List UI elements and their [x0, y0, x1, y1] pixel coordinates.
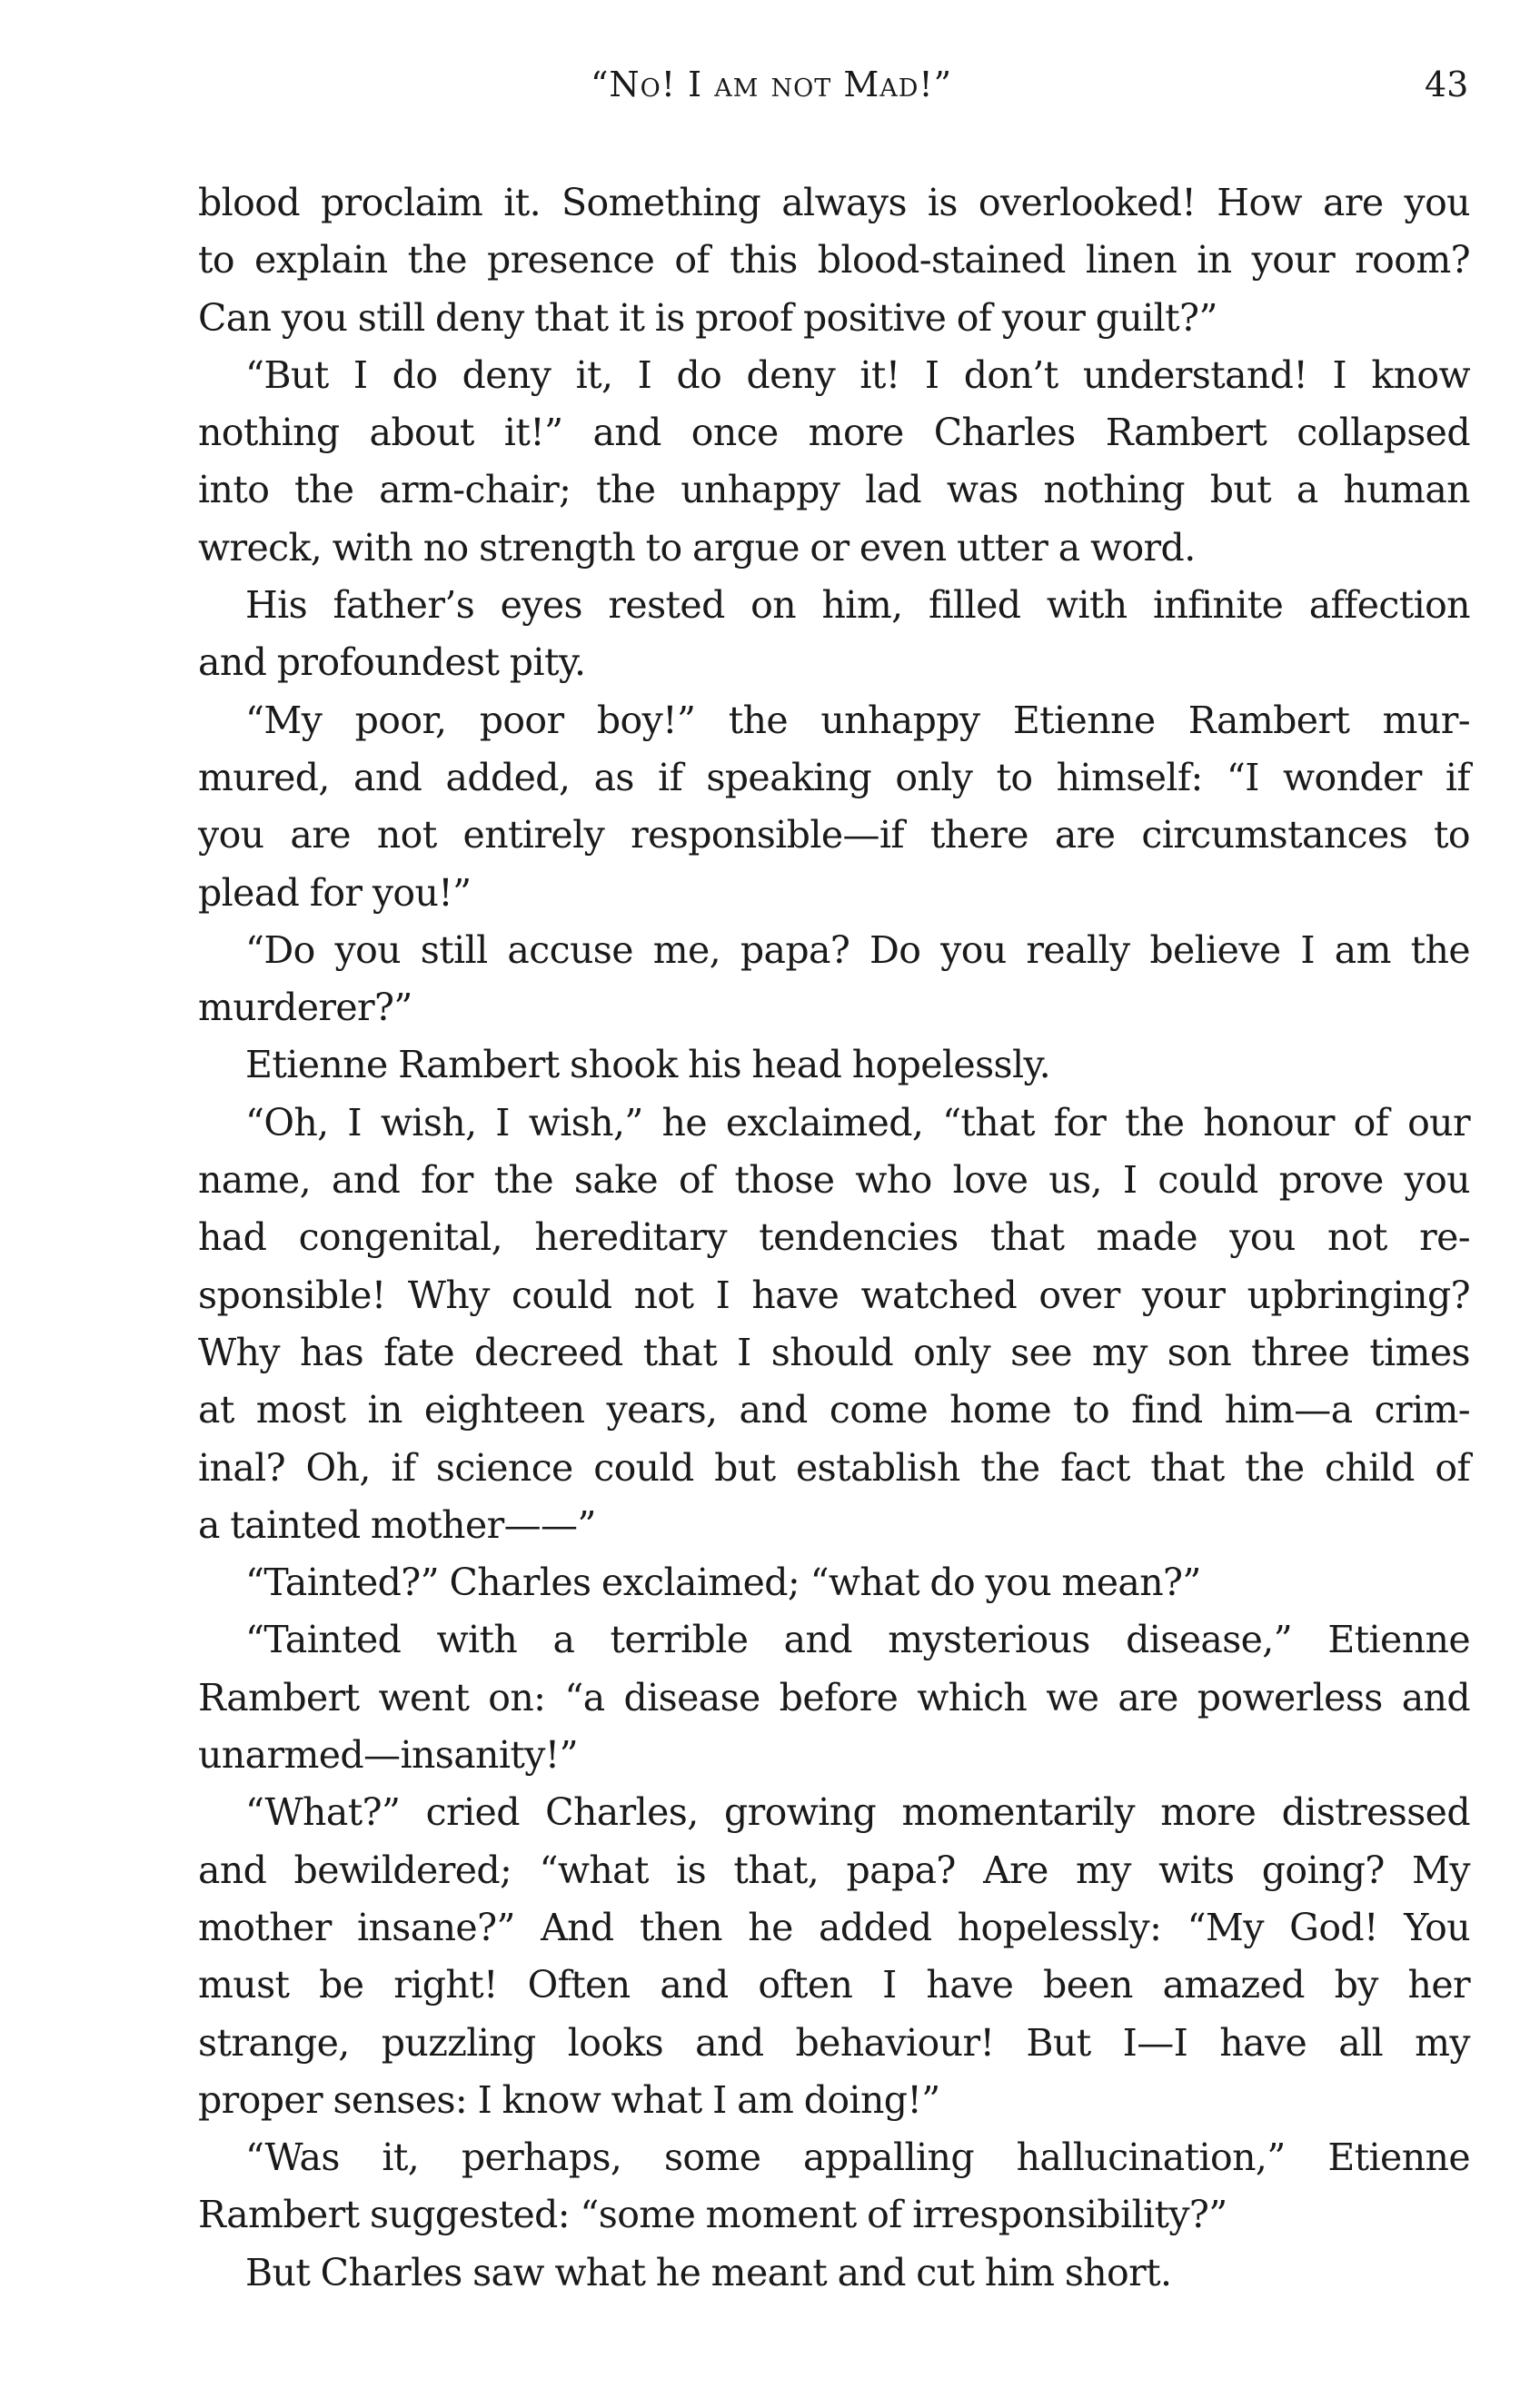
text-line: into the arm-chair; the unhappy lad was nothing but a human — [198, 468, 1470, 512]
text-line: and profoundest pity. — [198, 640, 586, 685]
running-head — [0, 53, 1540, 116]
text-line: “But I do deny it, I do deny it! I don’t understand! I know — [245, 352, 1470, 397]
text-line: murderer?” — [198, 986, 412, 1030]
text-line: at most in eighteen years, and come home to find him—a crim- — [198, 1388, 1470, 1432]
text-line: plead for you!” — [198, 870, 472, 915]
text-line: Etienne Rambert shook his head hopelessly. — [245, 1043, 1051, 1087]
text-line: mured, and added, as if speaking only to himself: “I wonder if — [198, 755, 1470, 799]
text-line: “What?” cried Charles, growing momentarily more distressed — [245, 1790, 1470, 1835]
text-line: wreck, with no strength to argue or even utter a word. — [198, 525, 1196, 570]
text-line: and bewildered; “what is that, papa? Are my wits going? My — [198, 1848, 1470, 1892]
text-line: Rambert suggested: “some moment of irresponsibility?” — [198, 2193, 1227, 2237]
text-line: name, and for the sake of those who love us, I could prove you — [198, 1158, 1470, 1203]
text-line: sponsible! Why could not I have watched over your upbringing? — [198, 1273, 1470, 1317]
text-line: His father’s eyes rested on him, filled with infinite affection — [245, 583, 1470, 628]
text-line: unarmed—insanity!” — [198, 1733, 579, 1778]
text-line: “My poor, poor boy!” the unhappy Etienne Rambert mur- — [245, 698, 1470, 742]
running-title: “No! I am not Mad!” — [591, 64, 953, 104]
text-line: Why has fate decreed that I should only see my son three times — [198, 1330, 1470, 1374]
text-line: you are not entirely responsible—if there are circumstances to — [198, 813, 1470, 857]
text-line: a tainted mother——” — [198, 1502, 596, 1547]
text-line: Can you still deny that it is proof positive of your guilt?” — [198, 295, 1217, 340]
text-line: Rambert went on: “a disease before which we are powerless and — [198, 1675, 1470, 1719]
page-number: 43 — [1425, 64, 1469, 104]
text-line: “Tainted with a terrible and mysterious disease,” Etienne — [245, 1618, 1470, 1662]
text-line: proper senses: I know what I am doing!” — [198, 2077, 940, 2122]
text-line: to explain the presence of this blood-stained linen in your room? — [198, 238, 1470, 282]
text-line: But Charles saw what he meant and cut him short. — [245, 2250, 1172, 2294]
text-line: strange, puzzling looks and behaviour! But I—I have all my — [198, 2020, 1470, 2065]
text-line: “Tainted?” Charles exclaimed; “what do you mean?” — [245, 1561, 1201, 1605]
text-line: nothing about it!” and once more Charles Rambert collapsed — [198, 411, 1470, 455]
text-line: blood proclaim it. Something always is overlooked! How are you — [198, 181, 1470, 224]
text-line: mother insane?” And then he added hopelessly: “My God! You — [198, 1905, 1470, 1949]
text-line: had congenital, hereditary tendencies that made you not re- — [198, 1215, 1470, 1260]
text-line: inal? Oh, if science could but establish the fact that the child of — [198, 1445, 1470, 1490]
text-line: must be right! Often and often I have been amazed by her — [198, 1963, 1470, 2007]
body-text — [198, 174, 1470, 2302]
text-line: “Was it, perhaps, some appalling hallucination,” Etienne — [245, 2135, 1470, 2180]
text-line: “Do you still accuse me, papa? Do you really believe I am the — [245, 927, 1470, 972]
text-line: “Oh, I wish, I wish,” he exclaimed, “that for the honour of our — [245, 1100, 1470, 1145]
